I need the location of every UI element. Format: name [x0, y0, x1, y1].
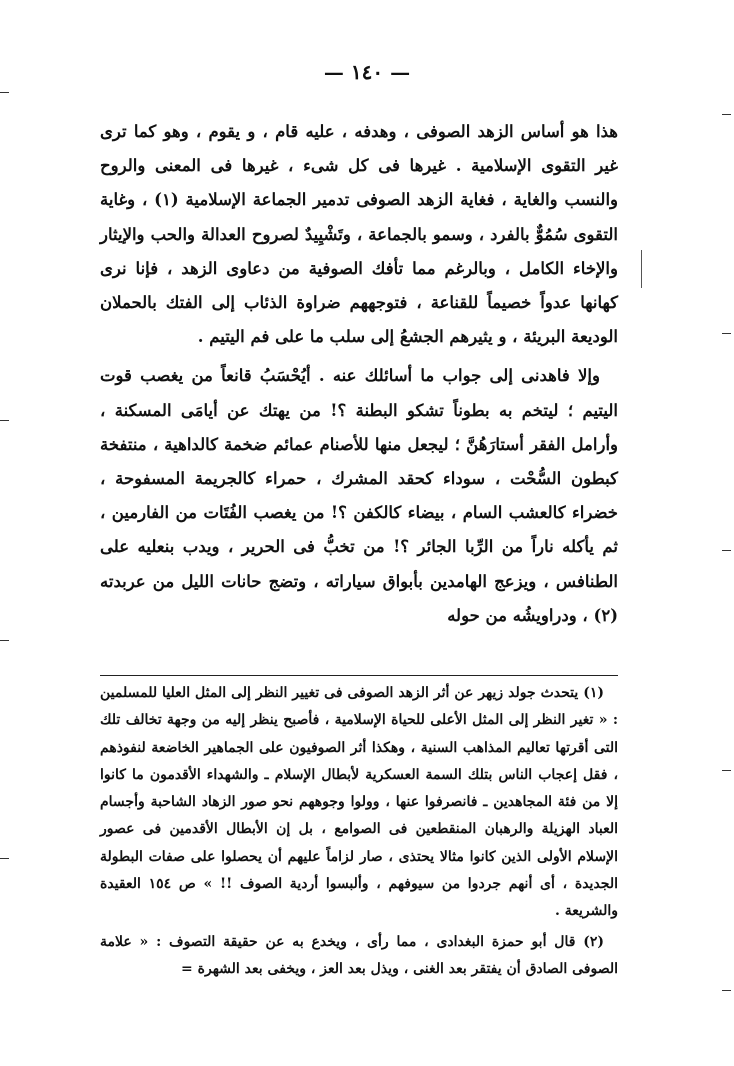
scan-edge-mark	[0, 420, 9, 421]
margin-line-mark	[641, 250, 642, 288]
scan-edge-mark	[722, 114, 731, 115]
scan-edge-mark	[0, 640, 9, 641]
body-paragraph: وإلا فاهدنى إلى جواب ما أسائلك عنه . أيُحْسَبُ قانعاً من يغصب قوت اليتيم ؛ ليتخم به بطوناً تشكو البطنة ؟! من يهتك عن أيامَى المسكنة ، وأرامل الفقر أستارَهُنَّ ؛ ليجعل منها للأصنام عمائم ضخمة كالداهية ، منتفخة كبطون السُّحْت ، سوداء كحقد المشرك ، حمراء كالجريمة المسفوحة ، خضراء كالعشب السام ، بيضاء كالكفن ؟! من يغصب الفُتَات من الفارمين ، ثم يأكله ناراً من الرِّبا الجائر ؟! من تخبُّ فى الحرير ، ويدب بنعليه على الطنافس ، ويزعج الهامدين بأبواق سياراته ، وتضج حانات الليل من عربدته (٢) ، ودراويشُه من حوله	[100, 366, 618, 625]
footnotes	[100, 680, 618, 983]
scan-edge-mark	[0, 858, 9, 859]
scan-edge-mark	[722, 770, 731, 771]
scan-edge-mark	[0, 92, 9, 93]
main-text	[100, 115, 618, 633]
scan-edge-mark	[722, 990, 731, 991]
scan-edge-mark	[722, 333, 731, 334]
scan-edge-mark	[722, 550, 731, 551]
footnote: (١) يتحدث جولد زيهر عن أثر الزهد الصوفى فى تغيير النظر إلى المثل العليا للمسلمين : « تغير النظر إلى المثل الأعلى للحياة الإسلامية ، فأصبح ينظر إليه من وجهة تخالف تلك التى أقرتها تعاليم المذاهب السنية ، وهكذا أثر الصوفيون على الجماهير الخاضعة لنفوذهم ، فقل إعجاب الناس بتلك السمة العسكرية لأبطال الإسلام ـ والشهداء الأقدمون ما كانوا إلا من فئة المجاهدين ـ فانصرفوا عنها ، وولوا وجوههم نحو صور الزهاد الشاحبة وأجسام العباد الهزيلة والرهبان المنقطعين فى الصوامع ، بل إن الأبطال الأقدمين فى عصور الإسلام الأولى الذين كانوا مثالا يحتذى ، صار لزاماً عليهم أن يحصلوا على صفات البطولة الجديدة ، أى أنهم جردوا من سيوفهم ، وألبسوا أردية الصوف !! » ص ١٥٤ العقيدة والشريعة .	[100, 685, 618, 920]
body-paragraph: هذا هو أساس الزهد الصوفى ، وهدفه ، عليه قام ، و يقوم ، وهو كما ترى غير التقوى الإسلامية . غيرها فى كل شىء ، غيرها فى المعنى والروح والنسب والغاية ، فغاية الزهد الصوفى تدمير الجماعة الإسلامية (١) ، وغاية التقوى سُمُوٌّ بالفرد ، وسمو بالجماعة ، وتَشْيِيدٌ لصروح العدالة والحب والإيثار والإخاء الكامل ، وبالرغم مما تأفك الصوفية من دعاوى الزهد ، فإنا نرى كهانها عدواً خصيماً للقناعة ، فتوجههم ضراوة الذئاب إلى الفتك بالحملان الوديعة البريئة ، و يثيرهم الجشعُ إلى سلب ما على فم اليتيم .	[100, 122, 618, 347]
footnote: (٢) قال أبو حمزة البغدادى ، مما رأى ، ويخدع به عن حقيقة التصوف : « علامة الصوفى الصادق أن يفتقر بعد الغنى ، ويذل بعد العز ، ويخفى بعد الشهرة =	[100, 933, 618, 977]
page-number: — ١٤٠ —	[323, 60, 411, 84]
footnote-separator	[100, 675, 618, 676]
